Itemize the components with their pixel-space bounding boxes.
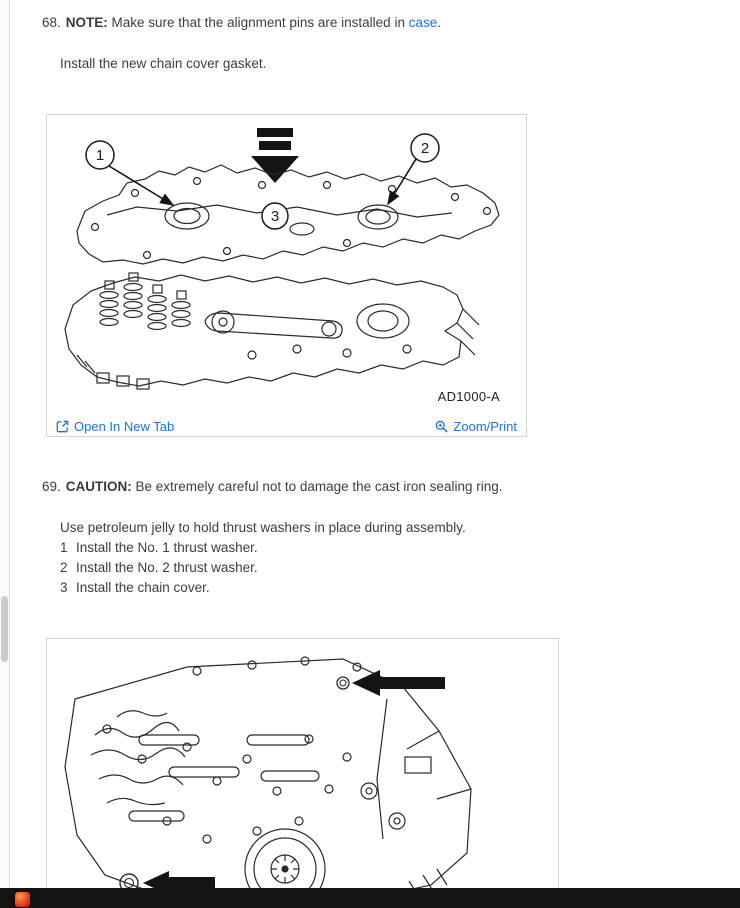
list-item-text: Install the No. 2 thrust washer. [76, 560, 258, 575]
list-item [60, 578, 210, 598]
list-item [60, 558, 258, 578]
list-item-text: Install the chain cover. [76, 580, 210, 595]
list-item-number: 3 [60, 580, 68, 595]
case-link[interactable]: case [408, 15, 438, 30]
svg-text:1: 1 [95, 147, 105, 164]
valve-body-casting [65, 657, 471, 907]
caution-label: CAUTION: [65, 479, 132, 494]
transaxle-housing [65, 273, 479, 389]
chain-cover-diagram [47, 115, 526, 413]
magnifier-zoom-icon [435, 420, 448, 433]
list-item [60, 538, 258, 558]
step-number: 69. [42, 479, 61, 494]
figure-ref-code: AD1000-A [437, 389, 500, 404]
note-period: . [437, 15, 441, 30]
left-scrollbar-thumb[interactable] [1, 596, 8, 662]
callout-2 [411, 134, 439, 162]
left-scrollbar[interactable] [0, 0, 10, 888]
open-in-new-tab-link[interactable] [56, 419, 174, 434]
taskbar-app-icon[interactable] [15, 892, 30, 907]
step-68-instruction: Install the new chain cover gasket. [60, 56, 267, 71]
caution-text: Be extremely careful not to damage the cast iron sealing ring. [131, 479, 503, 494]
callout-1 [86, 141, 114, 169]
zoom-print-label: Zoom/Print [453, 419, 517, 434]
zoom-print-link[interactable] [435, 419, 517, 434]
step-number: 68. [42, 15, 61, 30]
note-text: Make sure that the alignment pins are installed in [107, 15, 409, 30]
list-item-text: Install the No. 1 thrust washer. [76, 540, 258, 555]
list-item-number: 1 [60, 540, 68, 555]
step-69-instruction: Use petroleum jelly to hold thrust washers in place during assembly. [60, 520, 466, 535]
figure-valve-body [46, 638, 559, 908]
figure-chain-cover [46, 114, 527, 437]
open-in-new-icon [56, 420, 69, 433]
note-label: NOTE: [65, 15, 108, 30]
step-68-note [42, 13, 441, 33]
step-69-caution [42, 477, 502, 497]
list-item-number: 2 [60, 560, 68, 575]
valve-body-diagram [47, 639, 558, 908]
svg-text:2: 2 [420, 140, 430, 157]
callout-3 [262, 203, 288, 229]
figure-actions [47, 415, 526, 438]
taskbar [0, 888, 740, 908]
svg-text:3: 3 [270, 208, 280, 225]
bolt-pointer-arrow-top [337, 670, 445, 696]
open-in-new-tab-label: Open In New Tab [74, 419, 175, 434]
